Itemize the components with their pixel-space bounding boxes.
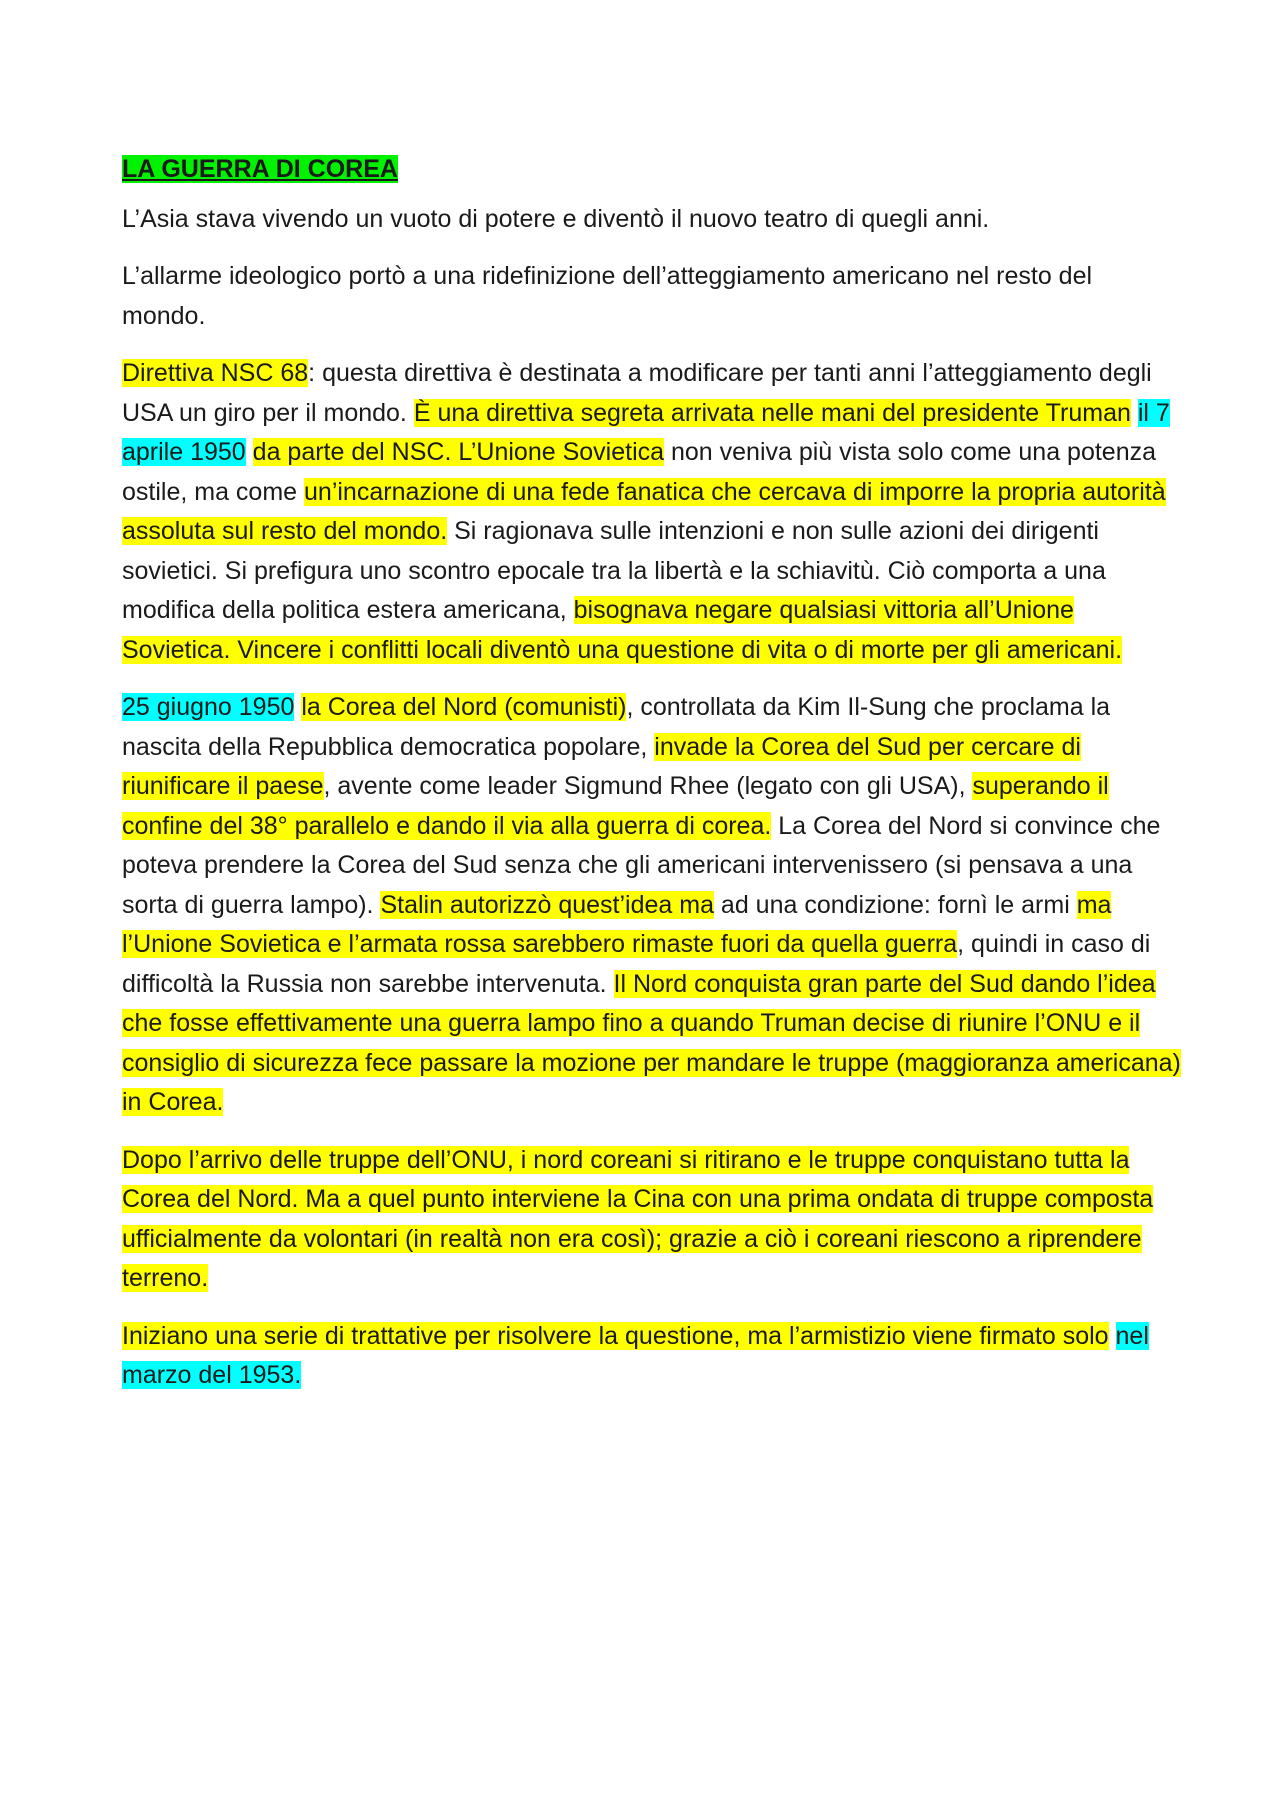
paragraph [122,257,1182,336]
highlighted-text: È una direttiva segreta arrivata nelle mani del presidente Truman [413,398,1131,427]
text-segment: , quindi in caso di difficoltà la Russia non sarebbe intervenuta. [122,930,1151,998]
text-segment: L’Asia stava vivendo un vuoto di potere e diventò il nuovo teatro di quegli anni. [122,204,990,233]
text-segment: , controllata da Kim Il-Sung che proclama la nascita della Repubblica democratica popolare, [122,693,1111,761]
highlighted-text: ma l’Unione Sovietica e l’armata rossa sarebbero rimaste fuori da quella guerra [122,890,1112,958]
highlighted-text: la Corea del Nord (comunisti) [301,693,627,721]
highlighted-text: il 7 aprile 1950 [122,398,1170,466]
paragraph [122,1317,1182,1396]
paragraph [122,688,1182,1123]
highlighted-text: Dopo l’arrivo delle truppe dell’ONU, i nord coreani si ritirano e le truppe conquistano tutta la Corea del Nord. Ma a quel punto interviene la Cina con una prima ondata di truppe composta ufficialmente da volontari (in realtà non era così); grazie a ciò i coreani riescono a riprendere terreno. [122,1145,1154,1292]
highlighted-text: Direttiva NSC 68 [122,359,309,387]
text-segment [1131,399,1138,427]
document-title [122,150,1182,190]
highlighted-text: superando il confine del 38° parallelo e dando il via alla guerra di corea. [122,772,1109,840]
highlighted-text: nel marzo del 1953. [122,1321,1149,1389]
highlighted-text: Iniziano una serie di trattative per risolvere la questione, ma l’armistizio viene firmato solo [122,1321,1109,1350]
highlighted-text: Il Nord conquista gran parte del Sud dando l’idea che fosse effettivamente una guerra lampo fino a quando Truman decise di riunire l’ONU e il consiglio di sicurezza fece passare la mozione per mandare le truppe (maggioranza americana) in Corea. [122,969,1181,1116]
highlighted-text: da parte del NSC. L’Unione Sovietica [252,438,665,466]
text-segment: L’allarme ideologico portò a una ridefinizione dell’atteggiamento americano nel resto del mondo. [122,262,1093,330]
text-segment: ad una condizione: fornì le armi [713,890,1077,919]
text-segment [246,438,253,466]
document-title-text: LA GUERRA DI COREA [122,155,398,183]
text-segment: , avente come leader Sigmund Rhee (legato con gli USA), [323,772,973,800]
paragraph-list [122,200,1182,1396]
highlighted-text: invade la Corea del Sud per cercare di riunificare il paese [122,732,1081,800]
text-segment: non veniva più vista solo come una potenza ostile, ma come [122,438,1157,506]
text-segment: La Corea del Nord si convince che poteva prendere la Corea del Sud senza che gli americani intervenissero (si pensava a una sorta di guerra lampo). [122,811,1161,919]
highlighted-text: un’incarnazione di una fede fanatica che cercava di imporre la propria autorità assoluta sul resto del mondo. [122,477,1166,545]
highlighted-text: 25 giugno 1950 [122,693,295,721]
text-segment: Si ragionava sulle intenzioni e non sulle azioni dei dirigenti sovietici. Si prefigura uno scontro epocale tra la libertà e la schiavitù. Ciò comporta a una modifica della politica estera americana, [122,517,1106,624]
text-segment: : questa direttiva è destinata a modificare per tanti anni l’atteggiamento degli USA un giro per il mondo. [122,359,1152,427]
highlighted-text: bisognava negare qualsiasi vittoria all’Unione Sovietica. Vincere i conflitti locali diventò una questione di vita o di morte per gli americani. [122,596,1123,664]
paragraph [122,200,1182,240]
paragraph [122,1141,1182,1299]
paragraph [122,354,1182,670]
text-segment [1109,1322,1116,1350]
highlighted-text: Stalin autorizzò quest’idea ma [380,890,714,919]
document-body [122,150,1182,1414]
